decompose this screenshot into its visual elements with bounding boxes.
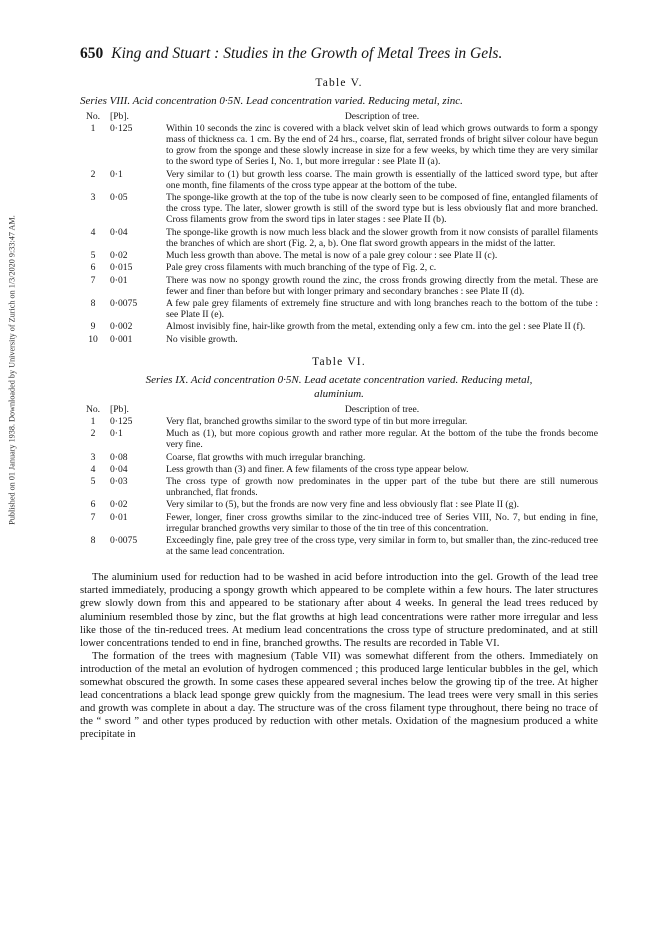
row-lead-concentration: 0·1 (110, 428, 123, 440)
row-description: No visible growth. (166, 333, 238, 345)
table-row (80, 321, 598, 332)
row-lead-concentration: 0·01 (110, 274, 128, 286)
row-number: 10 (88, 333, 98, 345)
row-description: Coarse, flat growths with much irregular branching. (166, 451, 366, 463)
row-description: A few pale grey filaments of extremely fine structure and with long branches reach to the bottom of the tube : see Plate II (e). (166, 297, 598, 320)
row-description: Very flat, branched growths similar to the sword type of tin but more irregular. (166, 415, 468, 427)
row-description: Less growth than (3) and finer. A few filaments of the cross type appear below. (166, 463, 469, 475)
table-row (80, 334, 598, 345)
row-description: Exceedingly fine, pale grey tree of the cross type, very similar in form to, but smaller than, the zinc-reduced tree at the same lead concentration. (166, 535, 598, 558)
col-header-pb: [Pb]. (110, 403, 129, 415)
table-vi-rows (80, 416, 598, 557)
body-paragraph: The aluminium used for reduction had to be washed in acid before introduction into the gel. Growth of the lead tree started immediately, producing a spongy growth which appeared to be complete within a few hours. The later structures grew slowly down from this and appeared to be stationary after about 4 weeks. In general the lead trees reduced by aluminium resembled those by zinc, but the flat growths at high lead concentrations were rather more irregular and less like those of the tin-reduced trees. At medium lead concentrations the cross type of structure predominated, and at still lower concentrations tended to end in fine, branched growths. The results are recorded in Table VI. (80, 572, 598, 649)
row-number: 4 (90, 226, 96, 238)
row-number: 7 (90, 274, 96, 286)
running-title: King and Stuart : Studies in the Growth of Metal Trees in Gels. (111, 45, 503, 62)
row-number: 2 (90, 428, 96, 440)
row-lead-concentration: 0·015 (110, 262, 133, 274)
row-description: The sponge-like growth is now much less black and the slower growth from it now consists of parallel filaments the branches of which are short (Fig. 2, a, b). One flat sword growth appears in the midst of the latter. (166, 226, 598, 249)
row-description: Very similar to (1) but growth less coarse. The main growth is essentially of the latticed sword type, but after one month, fine filaments of the cross type appear at the bottom of the tube. (166, 168, 598, 191)
row-number: 9 (90, 321, 96, 333)
row-description: Much less growth than above. The metal is now of a pale grey colour : see Plate II (c). (166, 249, 498, 261)
page-number: 650 (80, 45, 104, 62)
body-text (80, 571, 598, 741)
table-vi-column-headers (80, 404, 598, 415)
table-row (80, 169, 598, 191)
row-number: 8 (90, 297, 96, 309)
table-row (80, 428, 598, 450)
table-vi-series-line: Series IX. Acid concentration 0·5N. Lead acetate concentration varied. Reducing metal, aluminium. (145, 373, 533, 400)
download-watermark-text: Published on 01 January 1938. Downloaded by University of Zurich on 1/3/2020 9:33:47 AM. (7, 215, 17, 525)
row-number: 3 (90, 451, 96, 463)
download-watermark (2, 160, 22, 580)
row-number: 4 (90, 463, 96, 475)
table-row (80, 464, 598, 475)
row-number: 1 (90, 415, 96, 427)
table-row (80, 499, 598, 510)
table-row (80, 535, 598, 557)
table-v-column-headers (80, 111, 598, 122)
row-number: 3 (90, 192, 96, 204)
row-description: Much as (1), but more copious growth and rather more regular. At the bottom of the tube the fronds become very fine. (166, 428, 598, 451)
table-v-rows (80, 123, 598, 344)
row-lead-concentration: 0·02 (110, 499, 128, 511)
row-description: Very similar to (5), but the fronds are now very fine and less obviously flat : see Plate II (g). (166, 499, 520, 511)
row-lead-concentration: 0·1 (110, 168, 123, 180)
table-v (80, 76, 598, 345)
table-row (80, 476, 598, 498)
row-number: 2 (90, 168, 96, 180)
row-description: There was now no spongy growth round the zinc, the cross fronds growing directly from the metal. These are fewer and finer than before but with longer primary and secondary branches : see Plate II (d). (166, 274, 598, 297)
row-number: 1 (90, 123, 96, 135)
row-lead-concentration: 0·0075 (110, 535, 138, 547)
row-description: Pale grey cross filaments with much branching of the type of Fig. 2, c. (166, 262, 437, 274)
table-row (80, 250, 598, 261)
table-row (80, 262, 598, 273)
table-row (80, 275, 598, 297)
journal-page (80, 44, 598, 742)
row-lead-concentration: 0·08 (110, 451, 128, 463)
table-v-title: Table V. (315, 77, 363, 89)
table-row (80, 192, 598, 225)
body-paragraph: The formation of the trees with magnesium (Table VII) was somewhat different from the others. Immediately on introduction of the metal an evolution of hydrogen commenced ; this produced large lenticular bubbles in the gel, which somewhat obscured the growth. In some cases these appeared several inches below the growing tip of the tree. At higher lead concentrations a black lead sponge grew quickly from the magnesium. The lead trees were very small in this series and growth was complete in about a day. The structure was of the cross filament type throughout, there being no trace of the “ sword ” and other types produced by reduction with other metals. Oxidation of the magnesium produced a white precipitate in (80, 650, 598, 741)
row-lead-concentration: 0·001 (110, 333, 133, 345)
row-number: 7 (90, 511, 96, 523)
row-lead-concentration: 0·002 (110, 321, 133, 333)
table-row (80, 512, 598, 534)
col-header-no: No. (85, 403, 101, 415)
col-header-description: Description of tree. (344, 403, 420, 415)
table-row (80, 452, 598, 463)
row-description: Within 10 seconds the zinc is covered with a black velvet skin of lead which grows outwards to form a spongy mass of thickness ca. 1 cm. By the end of 24 hrs., coarse, flat, serrated fronds of bright silver colour have begun to grow from the sponge and these slowly increase in size for a few weeks, by which time they are very similar to the sword type of Series I, No. 1, but more irregular : see Plate II (a). (166, 123, 598, 168)
table-row (80, 227, 598, 249)
row-description: The sponge-like growth at the top of the tube is now clearly seen to be composed of fine, entangled filaments of the cross type. The later, slower growth is still of the sword type but is less obviously flat and more branched. Cross filaments grow from the sword tips in later stages : see Plate II (b). (166, 192, 598, 226)
row-number: 6 (90, 262, 96, 274)
col-header-no: No. (85, 111, 101, 122)
row-lead-concentration: 0·05 (110, 192, 128, 204)
row-description: The cross type of growth now predominates in the upper part of the tube but there are still numerous unbranched, flat fronds. (166, 476, 598, 499)
row-lead-concentration: 0·125 (110, 415, 133, 427)
row-lead-concentration: 0·01 (110, 511, 128, 523)
row-number: 5 (90, 249, 96, 261)
table-row (80, 416, 598, 427)
row-number: 8 (90, 535, 96, 547)
table-vi-title: Table VI. (312, 355, 366, 368)
row-description: Almost invisibly fine, hair-like growth from the metal, extending only a few cm. into the gel : see Plate II (f). (166, 321, 586, 333)
row-lead-concentration: 0·04 (110, 226, 128, 238)
row-lead-concentration: 0·0075 (110, 297, 138, 309)
row-lead-concentration: 0·04 (110, 463, 128, 475)
table-row (80, 123, 598, 167)
row-lead-concentration: 0·02 (110, 249, 128, 261)
row-number: 5 (90, 476, 96, 488)
running-header (80, 44, 598, 66)
row-description: Fewer, longer, finer cross growths similar to the zinc-induced tree of Series VIII, No. 7, but ending in fine, irregular branched growths very similar to those of the tin tree of this concentration. (166, 511, 598, 534)
table-v-series-line: Series VIII. Acid concentration 0·5N. Lead concentration varied. Reducing metal, zinc. (80, 95, 463, 107)
col-header-description: Description of tree. (344, 111, 420, 122)
row-lead-concentration: 0·03 (110, 476, 128, 488)
row-lead-concentration: 0·125 (110, 123, 133, 135)
table-vi (80, 355, 598, 558)
col-header-pb: [Pb]. (110, 111, 129, 122)
row-number: 6 (90, 499, 96, 511)
table-row (80, 298, 598, 320)
